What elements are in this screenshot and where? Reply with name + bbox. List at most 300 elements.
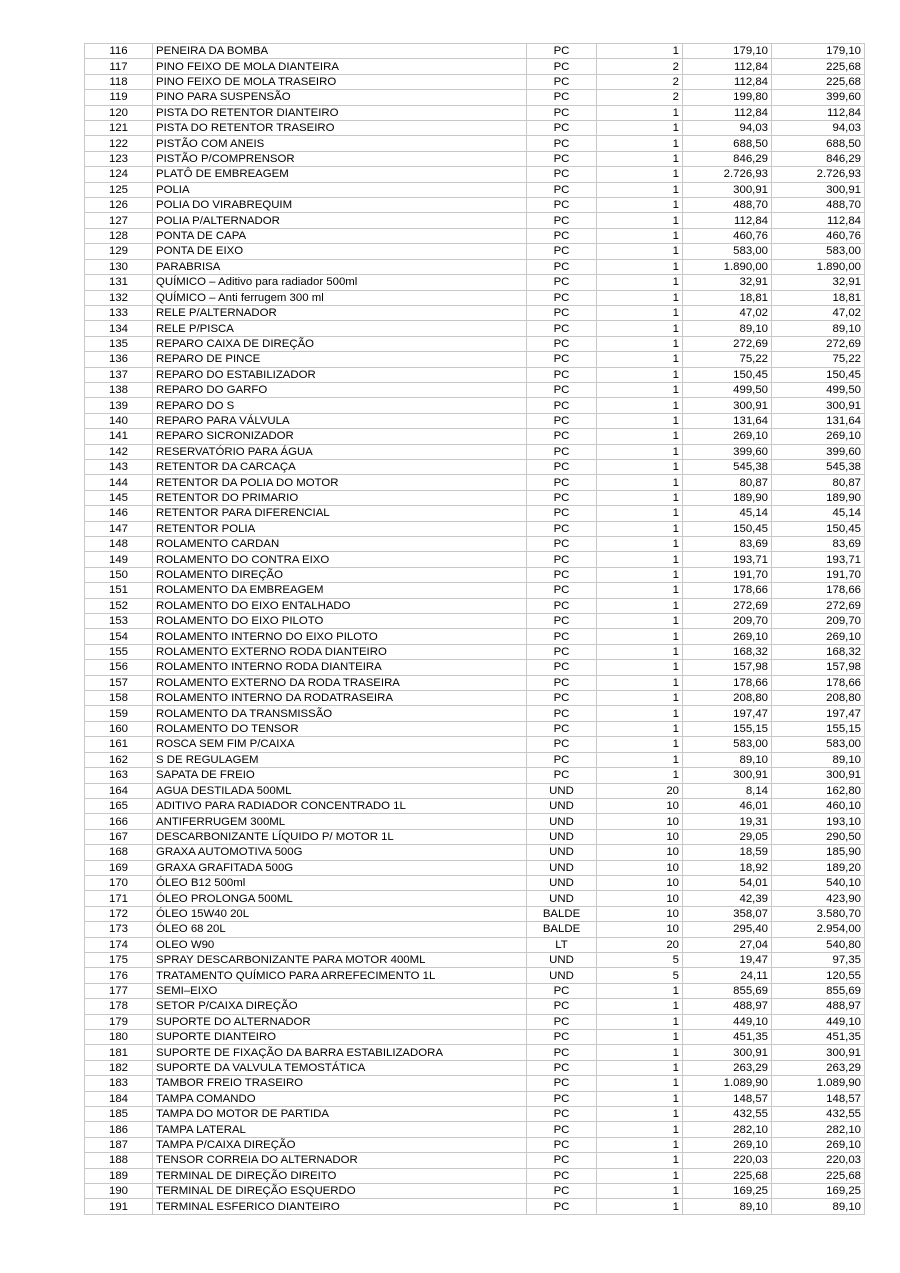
unit-cell: UND — [527, 891, 597, 906]
total-price-cell: 540,10 — [772, 875, 865, 890]
quantity-cell: 1 — [597, 521, 683, 536]
item-description-cell: RELE P/ALTERNADOR — [153, 305, 527, 320]
item-description-cell: ROSCA SEM FIM P/CAIXA — [153, 737, 527, 752]
price-table — [84, 43, 865, 1215]
table-row — [85, 567, 865, 582]
item-description-cell: OLEO W90 — [153, 937, 527, 952]
item-number-cell: 151 — [85, 583, 153, 598]
unit-price-cell: 80,87 — [683, 475, 772, 490]
total-price-cell: 45,14 — [772, 506, 865, 521]
total-price-cell: 460,76 — [772, 228, 865, 243]
unit-price-cell: 300,91 — [683, 768, 772, 783]
unit-price-cell: 300,91 — [683, 398, 772, 413]
total-price-cell: 89,10 — [772, 1199, 865, 1214]
item-number-cell: 148 — [85, 537, 153, 552]
unit-price-cell: 2.726,93 — [683, 167, 772, 182]
unit-cell: PC — [527, 537, 597, 552]
total-price-cell: 75,22 — [772, 352, 865, 367]
table-row — [85, 74, 865, 89]
item-number-cell: 161 — [85, 737, 153, 752]
unit-cell: PC — [527, 768, 597, 783]
item-number-cell: 150 — [85, 567, 153, 582]
item-number-cell: 169 — [85, 860, 153, 875]
quantity-cell: 1 — [597, 398, 683, 413]
total-price-cell: 2.954,00 — [772, 922, 865, 937]
item-description-cell: PISTÃO COM ANEIS — [153, 136, 527, 151]
item-description-cell: ROLAMENTO INTERNO RODA DIANTEIRA — [153, 660, 527, 675]
unit-cell: PC — [527, 752, 597, 767]
unit-cell: PC — [527, 105, 597, 120]
unit-cell: PC — [527, 583, 597, 598]
total-price-cell: 189,90 — [772, 490, 865, 505]
total-price-cell: 488,97 — [772, 999, 865, 1014]
quantity-cell: 10 — [597, 829, 683, 844]
item-description-cell: REPARO DE PINCE — [153, 352, 527, 367]
table-row — [85, 798, 865, 813]
quantity-cell: 1 — [597, 598, 683, 613]
table-row — [85, 983, 865, 998]
total-price-cell: 846,29 — [772, 151, 865, 166]
total-price-cell: 47,02 — [772, 305, 865, 320]
table-row — [85, 922, 865, 937]
unit-cell: PC — [527, 1184, 597, 1199]
quantity-cell: 1 — [597, 1153, 683, 1168]
quantity-cell: 20 — [597, 937, 683, 952]
unit-cell: PC — [527, 182, 597, 197]
table-row — [85, 136, 865, 151]
item-number-cell: 180 — [85, 1030, 153, 1045]
total-price-cell: 120,55 — [772, 968, 865, 983]
total-price-cell: 89,10 — [772, 321, 865, 336]
item-description-cell: SUPORTE DA VALVULA TEMOSTÁTICA — [153, 1060, 527, 1075]
unit-price-cell: 688,50 — [683, 136, 772, 151]
quantity-cell: 1 — [597, 475, 683, 490]
unit-price-cell: 46,01 — [683, 798, 772, 813]
quantity-cell: 1 — [597, 1184, 683, 1199]
unit-cell: PC — [527, 475, 597, 490]
item-number-cell: 117 — [85, 59, 153, 74]
item-description-cell: TRATAMENTO QUÍMICO PARA ARREFECIMENTO 1L — [153, 968, 527, 983]
unit-price-cell: 282,10 — [683, 1122, 772, 1137]
item-number-cell: 138 — [85, 382, 153, 397]
table-row — [85, 1199, 865, 1214]
total-price-cell: 191,70 — [772, 567, 865, 582]
quantity-cell: 1 — [597, 1137, 683, 1152]
item-description-cell: REPARO CAIXA DE DIREÇÃO — [153, 336, 527, 351]
quantity-cell: 1 — [597, 983, 683, 998]
total-price-cell: 269,10 — [772, 1137, 865, 1152]
unit-cell: PC — [527, 1045, 597, 1060]
item-number-cell: 185 — [85, 1107, 153, 1122]
unit-cell: PC — [527, 1153, 597, 1168]
item-number-cell: 121 — [85, 121, 153, 136]
table-row — [85, 845, 865, 860]
table-row — [85, 429, 865, 444]
total-price-cell: 32,91 — [772, 275, 865, 290]
item-number-cell: 159 — [85, 706, 153, 721]
unit-cell: PC — [527, 1199, 597, 1214]
total-price-cell: 432,55 — [772, 1107, 865, 1122]
total-price-cell: 131,64 — [772, 413, 865, 428]
item-number-cell: 155 — [85, 644, 153, 659]
unit-price-cell: 18,81 — [683, 290, 772, 305]
unit-cell: PC — [527, 305, 597, 320]
unit-cell: PC — [527, 737, 597, 752]
table-row — [85, 105, 865, 120]
quantity-cell: 1 — [597, 660, 683, 675]
table-row — [85, 829, 865, 844]
unit-price-cell: 89,10 — [683, 1199, 772, 1214]
item-number-cell: 134 — [85, 321, 153, 336]
unit-price-cell: 24,11 — [683, 968, 772, 983]
item-description-cell: POLIA DO VIRABREQUIM — [153, 198, 527, 213]
unit-price-cell: 148,57 — [683, 1091, 772, 1106]
quantity-cell: 10 — [597, 798, 683, 813]
item-description-cell: ROLAMENTO INTERNO DA RODATRASEIRA — [153, 691, 527, 706]
unit-price-cell: 112,84 — [683, 74, 772, 89]
item-description-cell: ÓLEO B12 500ml — [153, 875, 527, 890]
table-row — [85, 121, 865, 136]
item-number-cell: 133 — [85, 305, 153, 320]
item-number-cell: 189 — [85, 1168, 153, 1183]
table-row — [85, 413, 865, 428]
item-number-cell: 119 — [85, 90, 153, 105]
table-row — [85, 182, 865, 197]
unit-cell: UND — [527, 798, 597, 813]
item-description-cell: ROLAMENTO INTERNO DO EIXO PILOTO — [153, 629, 527, 644]
total-price-cell: 168,32 — [772, 644, 865, 659]
item-description-cell: ROLAMENTO DO EIXO ENTALHADO — [153, 598, 527, 613]
item-description-cell: ROLAMENTO CARDAN — [153, 537, 527, 552]
unit-cell: PC — [527, 706, 597, 721]
item-number-cell: 135 — [85, 336, 153, 351]
item-description-cell: RETENTOR DA POLIA DO MOTOR — [153, 475, 527, 490]
table-row — [85, 675, 865, 690]
item-number-cell: 168 — [85, 845, 153, 860]
item-number-cell: 126 — [85, 198, 153, 213]
table-row — [85, 1076, 865, 1091]
unit-price-cell: 488,70 — [683, 198, 772, 213]
item-number-cell: 190 — [85, 1184, 153, 1199]
item-number-cell: 123 — [85, 151, 153, 166]
table-row — [85, 1122, 865, 1137]
item-description-cell: SETOR P/CAIXA DIREÇÃO — [153, 999, 527, 1014]
total-price-cell: 300,91 — [772, 1045, 865, 1060]
unit-price-cell: 179,10 — [683, 44, 772, 59]
table-row — [85, 814, 865, 829]
quantity-cell: 10 — [597, 922, 683, 937]
item-number-cell: 131 — [85, 275, 153, 290]
item-description-cell: ROLAMENTO DA TRANSMISSÃO — [153, 706, 527, 721]
table-row — [85, 1045, 865, 1060]
item-number-cell: 167 — [85, 829, 153, 844]
unit-cell: PC — [527, 244, 597, 259]
unit-cell: PC — [527, 1076, 597, 1091]
table-row — [85, 444, 865, 459]
item-number-cell: 149 — [85, 552, 153, 567]
item-description-cell: RETENTOR DA CARCAÇA — [153, 459, 527, 474]
total-price-cell: 449,10 — [772, 1014, 865, 1029]
total-price-cell: 178,66 — [772, 583, 865, 598]
total-price-cell: 300,91 — [772, 768, 865, 783]
quantity-cell: 2 — [597, 90, 683, 105]
total-price-cell: 162,80 — [772, 783, 865, 798]
table-row — [85, 891, 865, 906]
unit-price-cell: 199,80 — [683, 90, 772, 105]
quantity-cell: 1 — [597, 182, 683, 197]
unit-cell: PC — [527, 151, 597, 166]
unit-cell: PC — [527, 1168, 597, 1183]
item-number-cell: 130 — [85, 259, 153, 274]
item-number-cell: 173 — [85, 922, 153, 937]
item-number-cell: 170 — [85, 875, 153, 890]
total-price-cell: 83,69 — [772, 537, 865, 552]
item-description-cell: POLIA — [153, 182, 527, 197]
quantity-cell: 1 — [597, 336, 683, 351]
unit-price-cell: 131,64 — [683, 413, 772, 428]
table-row — [85, 768, 865, 783]
total-price-cell: 269,10 — [772, 629, 865, 644]
item-number-cell: 143 — [85, 459, 153, 474]
unit-cell: PC — [527, 59, 597, 74]
item-description-cell: PONTA DE EIXO — [153, 244, 527, 259]
total-price-cell: 178,66 — [772, 675, 865, 690]
table-row — [85, 198, 865, 213]
unit-price-cell: 272,69 — [683, 598, 772, 613]
total-price-cell: 545,38 — [772, 459, 865, 474]
table-row — [85, 737, 865, 752]
quantity-cell: 1 — [597, 552, 683, 567]
total-price-cell: 112,84 — [772, 105, 865, 120]
table-row — [85, 167, 865, 182]
item-number-cell: 171 — [85, 891, 153, 906]
item-number-cell: 182 — [85, 1060, 153, 1075]
item-description-cell: ROLAMENTO DIREÇÃO — [153, 567, 527, 582]
item-number-cell: 158 — [85, 691, 153, 706]
quantity-cell: 1 — [597, 490, 683, 505]
unit-cell: PC — [527, 290, 597, 305]
item-description-cell: SUPORTE DIANTEIRO — [153, 1030, 527, 1045]
table-row — [85, 1091, 865, 1106]
quantity-cell: 1 — [597, 737, 683, 752]
quantity-cell: 1 — [597, 675, 683, 690]
unit-cell: PC — [527, 1060, 597, 1075]
item-description-cell: TAMPA P/CAIXA DIREÇÃO — [153, 1137, 527, 1152]
total-price-cell: 399,60 — [772, 90, 865, 105]
unit-cell: PC — [527, 382, 597, 397]
unit-cell: UND — [527, 875, 597, 890]
item-description-cell: PINO PARA SUSPENSÃO — [153, 90, 527, 105]
quantity-cell: 1 — [597, 768, 683, 783]
table-row — [85, 305, 865, 320]
unit-cell: PC — [527, 321, 597, 336]
quantity-cell: 1 — [597, 413, 683, 428]
unit-price-cell: 855,69 — [683, 983, 772, 998]
item-number-cell: 154 — [85, 629, 153, 644]
table-row — [85, 906, 865, 921]
item-number-cell: 132 — [85, 290, 153, 305]
quantity-cell: 10 — [597, 814, 683, 829]
quantity-cell: 1 — [597, 999, 683, 1014]
total-price-cell: 197,47 — [772, 706, 865, 721]
quantity-cell: 2 — [597, 74, 683, 89]
item-description-cell: TENSOR CORREIA DO ALTERNADOR — [153, 1153, 527, 1168]
item-number-cell: 147 — [85, 521, 153, 536]
unit-cell: PC — [527, 691, 597, 706]
unit-price-cell: 583,00 — [683, 737, 772, 752]
total-price-cell: 855,69 — [772, 983, 865, 998]
table-row — [85, 367, 865, 382]
item-number-cell: 136 — [85, 352, 153, 367]
item-number-cell: 118 — [85, 74, 153, 89]
unit-cell: UND — [527, 829, 597, 844]
unit-price-cell: 451,35 — [683, 1030, 772, 1045]
unit-price-cell: 94,03 — [683, 121, 772, 136]
unit-price-cell: 168,32 — [683, 644, 772, 659]
unit-cell: PC — [527, 999, 597, 1014]
unit-cell: PC — [527, 721, 597, 736]
total-price-cell: 1.890,00 — [772, 259, 865, 274]
total-price-cell: 157,98 — [772, 660, 865, 675]
item-number-cell: 160 — [85, 721, 153, 736]
unit-cell: PC — [527, 275, 597, 290]
total-price-cell: 208,80 — [772, 691, 865, 706]
unit-cell: PC — [527, 259, 597, 274]
unit-cell: UND — [527, 845, 597, 860]
item-description-cell: SPRAY DESCARBONIZANTE PARA MOTOR 400ML — [153, 952, 527, 967]
unit-cell: UND — [527, 814, 597, 829]
table-row — [85, 1153, 865, 1168]
unit-price-cell: 112,84 — [683, 213, 772, 228]
table-row — [85, 952, 865, 967]
total-price-cell: 269,10 — [772, 429, 865, 444]
unit-cell: PC — [527, 1014, 597, 1029]
quantity-cell: 1 — [597, 367, 683, 382]
quantity-cell: 1 — [597, 537, 683, 552]
unit-cell: PC — [527, 614, 597, 629]
table-row — [85, 937, 865, 952]
total-price-cell: 89,10 — [772, 752, 865, 767]
total-price-cell: 155,15 — [772, 721, 865, 736]
table-row — [85, 475, 865, 490]
item-number-cell: 124 — [85, 167, 153, 182]
unit-price-cell: 112,84 — [683, 105, 772, 120]
unit-cell: PC — [527, 983, 597, 998]
unit-cell: PC — [527, 660, 597, 675]
quantity-cell: 20 — [597, 783, 683, 798]
unit-price-cell: 269,10 — [683, 429, 772, 444]
total-price-cell: 451,35 — [772, 1030, 865, 1045]
table-row — [85, 860, 865, 875]
total-price-cell: 148,57 — [772, 1091, 865, 1106]
unit-price-cell: 112,84 — [683, 59, 772, 74]
total-price-cell: 112,84 — [772, 213, 865, 228]
item-number-cell: 163 — [85, 768, 153, 783]
quantity-cell: 1 — [597, 1091, 683, 1106]
quantity-cell: 1 — [597, 752, 683, 767]
total-price-cell: 272,69 — [772, 336, 865, 351]
unit-price-cell: 191,70 — [683, 567, 772, 582]
unit-cell: PC — [527, 90, 597, 105]
item-description-cell: TERMINAL DE DIREÇÃO DIREITO — [153, 1168, 527, 1183]
table-row — [85, 1137, 865, 1152]
quantity-cell: 1 — [597, 290, 683, 305]
quantity-cell: 1 — [597, 1122, 683, 1137]
quantity-cell: 1 — [597, 213, 683, 228]
table-row — [85, 1014, 865, 1029]
unit-price-cell: 178,66 — [683, 583, 772, 598]
table-row — [85, 382, 865, 397]
item-description-cell: ROLAMENTO EXTERNO DA RODA TRASEIRA — [153, 675, 527, 690]
quantity-cell: 1 — [597, 321, 683, 336]
table-row — [85, 506, 865, 521]
total-price-cell: 540,80 — [772, 937, 865, 952]
table-row — [85, 321, 865, 336]
quantity-cell: 2 — [597, 59, 683, 74]
unit-cell: PC — [527, 444, 597, 459]
table-row — [85, 537, 865, 552]
table-row — [85, 614, 865, 629]
item-description-cell: RETENTOR POLIA — [153, 521, 527, 536]
item-number-cell: 184 — [85, 1091, 153, 1106]
unit-price-cell: 157,98 — [683, 660, 772, 675]
quantity-cell: 1 — [597, 721, 683, 736]
unit-price-cell: 29,05 — [683, 829, 772, 844]
item-description-cell: REPARO DO ESTABILIZADOR — [153, 367, 527, 382]
item-description-cell: TAMBOR FREIO TRASEIRO — [153, 1076, 527, 1091]
item-description-cell: RETENTOR PARA DIFERENCIAL — [153, 506, 527, 521]
table-row — [85, 1184, 865, 1199]
total-price-cell: 189,20 — [772, 860, 865, 875]
table-row — [85, 1060, 865, 1075]
quantity-cell: 10 — [597, 891, 683, 906]
unit-cell: BALDE — [527, 922, 597, 937]
total-price-cell: 225,68 — [772, 59, 865, 74]
unit-price-cell: 545,38 — [683, 459, 772, 474]
quantity-cell: 1 — [597, 198, 683, 213]
item-number-cell: 181 — [85, 1045, 153, 1060]
total-price-cell: 97,35 — [772, 952, 865, 967]
item-description-cell: PONTA DE CAPA — [153, 228, 527, 243]
item-number-cell: 183 — [85, 1076, 153, 1091]
unit-price-cell: 300,91 — [683, 182, 772, 197]
table-row — [85, 629, 865, 644]
quantity-cell: 5 — [597, 952, 683, 967]
item-description-cell: RELE P/PISCA — [153, 321, 527, 336]
table-row — [85, 1107, 865, 1122]
quantity-cell: 1 — [597, 352, 683, 367]
quantity-cell: 10 — [597, 845, 683, 860]
unit-price-cell: 19,31 — [683, 814, 772, 829]
item-description-cell: POLIA P/ALTERNADOR — [153, 213, 527, 228]
unit-price-cell: 18,59 — [683, 845, 772, 860]
quantity-cell: 1 — [597, 1076, 683, 1091]
item-number-cell: 139 — [85, 398, 153, 413]
item-description-cell: DESCARBONIZANTE LÍQUIDO P/ MOTOR 1L — [153, 829, 527, 844]
unit-price-cell: 225,68 — [683, 1168, 772, 1183]
table-row — [85, 521, 865, 536]
total-price-cell: 423,90 — [772, 891, 865, 906]
item-description-cell: PLATÔ DE EMBREAGEM — [153, 167, 527, 182]
total-price-cell: 94,03 — [772, 121, 865, 136]
unit-price-cell: 18,92 — [683, 860, 772, 875]
price-table-body — [85, 44, 865, 1215]
total-price-cell: 225,68 — [772, 1168, 865, 1183]
item-description-cell: S DE REGULAGEM — [153, 752, 527, 767]
table-row — [85, 259, 865, 274]
item-description-cell: SUPORTE DO ALTERNADOR — [153, 1014, 527, 1029]
item-number-cell: 186 — [85, 1122, 153, 1137]
